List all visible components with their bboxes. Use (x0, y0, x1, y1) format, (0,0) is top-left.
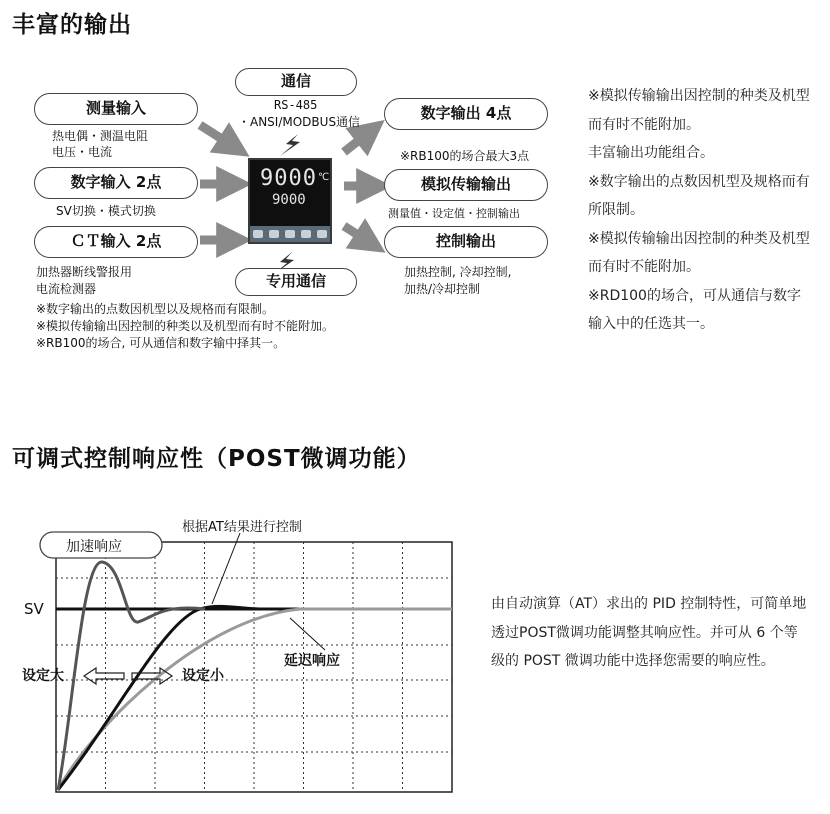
device-pv: 9000 (260, 166, 317, 191)
footnote-3: ※RB100的场合, 可从通信和数字输中择其一。 (36, 336, 286, 350)
graph-label-large: 设定大 (22, 668, 64, 684)
output-control: 控制输出 (384, 226, 548, 258)
graph-label-fast: 加速响应 (66, 539, 122, 555)
section-title-outputs: 丰富的输出 (12, 12, 132, 38)
graph-label-sv: SV (24, 600, 44, 618)
post-description: 由自动演算（AT）求出的 PID 控制特性，可简单地透过POST微调功能调整其响应性。并可从 6 个等级的 POST 微调功能中选择您需要的响应性。 (491, 596, 807, 669)
comm-top-pill: 通信 (235, 68, 357, 96)
comm-bottom-pill: 专用通信 (235, 268, 357, 296)
side-note-4: ※模拟传输输出因控制的种类及机型而有时不能附加。 (588, 230, 810, 275)
arrow-measure-in (200, 125, 236, 148)
input-ct-note-1: 加热器断线警报用 (36, 265, 133, 279)
side-notes (588, 82, 814, 339)
output-analog: 模拟传输输出 (384, 169, 548, 201)
input-ct: ＣＴ输入 2点 (34, 226, 198, 258)
output-control-note-2: 加热/冷却控制 (404, 282, 481, 296)
comm-rs485: RS-485 (274, 98, 318, 112)
input-measure-note-2: 电压・电流 (52, 145, 113, 159)
device-keys (250, 226, 330, 242)
output-digital: 数字输出 4点 (384, 98, 548, 130)
graph-label-delay: 延迟响应 (284, 653, 340, 669)
side-note-3: ※数字输出的点数因机型及规格而有所限制。 (588, 173, 810, 218)
device-pv-unit: ℃ (318, 172, 330, 183)
footnote-2: ※模拟传输输出因控制的种类以及机型而有时不能附加。 (36, 319, 335, 333)
controller-device (248, 158, 332, 244)
output-digital-note: ※RB100的场合最大3点 (400, 149, 530, 163)
input-digital-note: SV切换・模式切换 (56, 204, 156, 218)
arrow-control-out (344, 226, 372, 244)
output-analog-note: 测量值・设定值・控制输出 (388, 207, 520, 220)
input-measure: 测量输入 (34, 93, 198, 125)
input-ct-note-2: 电流检测器 (36, 282, 97, 296)
comm-modbus: ・ANSI/MODBUS通信 (238, 115, 361, 129)
lightning-icon-top (280, 134, 300, 156)
side-note-5: ※RD100的场合，可从通信与数字输入中的任选其一。 (588, 287, 801, 332)
output-control-note-1: 加热控制, 冷却控制, (404, 265, 512, 279)
arrow-digital-out (344, 130, 372, 152)
side-note-1: ※模拟传输输出因控制的种类及机型而有时不能附加。 (588, 88, 810, 133)
input-measure-note-1: 热电偶・测温电阻 (52, 129, 149, 143)
device-sv: 9000 (272, 192, 306, 208)
section-title-post: 可调式控制响应性（POST微调功能） (12, 446, 421, 472)
side-note-2: 丰富输出功能组合。 (588, 145, 714, 161)
footnote-1: ※数字输出的点数因机型以及规格而有限制。 (36, 302, 275, 316)
graph-label-at: 根据AT结果进行控制 (182, 520, 302, 535)
graph-label-small: 设定小 (182, 668, 224, 684)
input-digital: 数字输入 2点 (34, 167, 198, 199)
